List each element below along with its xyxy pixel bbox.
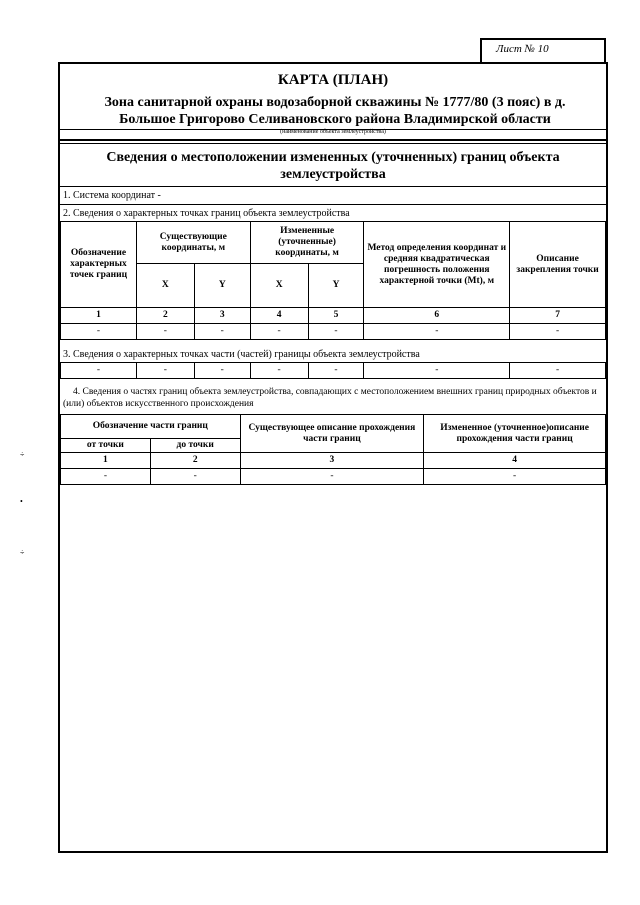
table-cell: - [136,324,194,340]
table-cell: - [364,363,510,379]
column-number: 1 [61,453,151,469]
column-number: 2 [136,308,194,324]
header-changed-coords: Измененные (уточненные) координаты, м [250,222,364,264]
table-cell: - [510,363,606,379]
column-number: 1 [61,308,137,324]
table-cell: - [250,363,308,379]
boundary-parts-table [60,414,606,485]
margin-mark: ÷ [20,548,25,557]
header-changed-description: Измененное (уточненное)описание прохождения части границ [424,415,606,453]
header-existing-description: Существующее описание прохождения части границ [240,415,424,453]
divider [60,143,606,144]
column-number: 4 [424,453,606,469]
section4-title: 4. Сведения о частях границ объекта землеустройства, совпадающих с местоположением внешних границ природных объектов и (или) объектов искусственного происхождения [63,387,597,409]
table-cell: - [308,324,364,340]
sheet-number-label: Лист № 10 [496,43,549,55]
table-cell: - [424,469,606,485]
header-method: Метод определения координат и средняя квадратическая погрешность положения характерной точки (Mt), м [364,222,510,308]
document-title: КАРТА (ПЛАН) [277,72,389,88]
header-designation: Обозначение характерных точек границ [61,222,137,308]
column-number: 2 [150,453,240,469]
header-existing-coords: Существующие координаты, м [136,222,250,264]
table-cell: - [308,363,364,379]
points-table [60,221,606,340]
section-heading: Сведения о местоположении измененных (уточненных) границ объекта землеустройства [106,150,560,182]
table-cell: - [194,363,250,379]
table-cell: - [150,469,240,485]
column-number: 4 [250,308,308,324]
section2-title: 2. Сведения о характерных точках границ объекта землеустройства [63,208,350,219]
column-number: 7 [510,308,606,324]
column-number: 3 [240,453,424,469]
header-y2: Y [308,264,364,308]
document-subtitle: Зона санитарной охраны водозаборной скважины № 1777/80 (3 пояс) в д. Большое Григорово Селивановского района Владимирской области [104,95,566,127]
parts-points-table [60,362,606,379]
header-x2: X [250,264,308,308]
table-cell: - [61,324,137,340]
margin-mark: • [20,497,23,506]
table-cell: - [364,324,510,340]
header-boundary-parts: Обозначение части границ [61,415,241,439]
header-x: X [136,264,194,308]
header-from-point: от точки [61,439,151,453]
object-caption: (наименование объекта землеустройства) [280,129,386,135]
table-cell: - [136,363,194,379]
divider [60,186,606,187]
table-cell: - [61,469,151,485]
table-cell: - [510,324,606,340]
header-to-point: до точки [150,439,240,453]
column-number: 3 [194,308,250,324]
divider [60,129,606,130]
table-cell: - [61,363,137,379]
table-cell: - [194,324,250,340]
divider [60,204,606,205]
map-frame [58,62,608,853]
coordinate-system: 1. Система координат - [63,190,161,201]
column-number: 5 [308,308,364,324]
table-cell: - [250,324,308,340]
divider [60,139,606,141]
header-y: Y [194,264,250,308]
header-description: Описание закрепления точки [510,222,606,308]
column-number: 6 [364,308,510,324]
table-cell: - [240,469,424,485]
section3-title: 3. Сведения о характерных точках части (частей) границы объекта землеустройства [63,349,420,360]
margin-mark: ÷ [20,450,25,459]
sheet-number [480,38,606,62]
